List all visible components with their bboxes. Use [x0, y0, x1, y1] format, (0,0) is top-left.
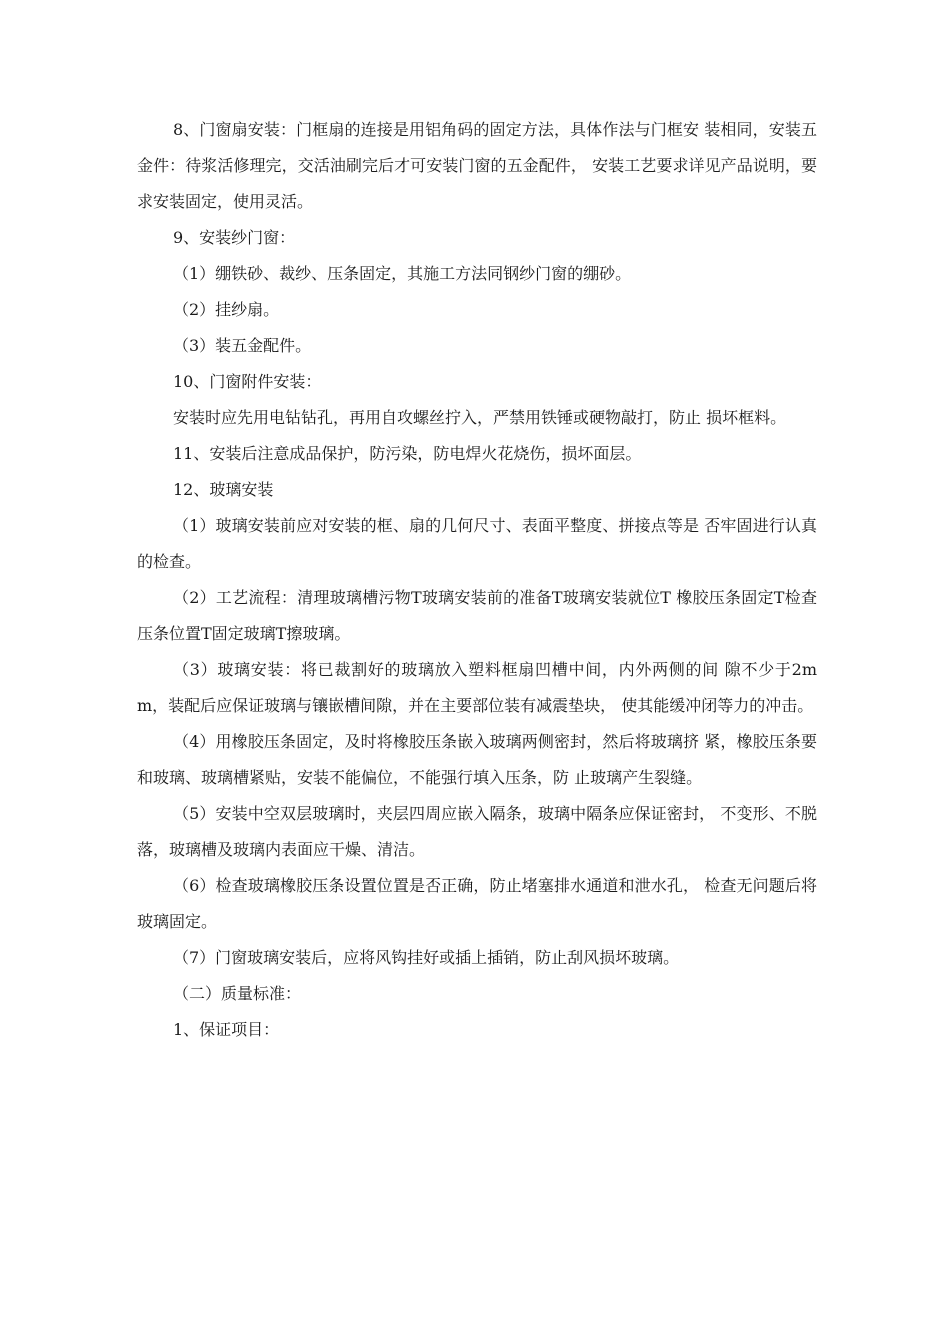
paragraph-12-item-1: （1）玻璃安装前应对安装的框、扇的几何尺寸、表面平整度、拼接点等是 否牢固进行认真的检查。: [137, 516, 817, 571]
paragraph-guarantee-items: 1、保证项目：: [173, 1020, 280, 1039]
paragraph-12-glass-installation: 12、玻璃安装: [173, 480, 274, 499]
paragraph-12-item-6: （6）检查玻璃橡胶压条设置位置是否正确，防止堵塞排水通道和泄水孔， 检查无问题后将玻璃固定。: [137, 876, 817, 931]
paragraph-12-item-5: （5）安装中空双层玻璃时，夹层四周应嵌入隔条，玻璃中隔条应保证密封， 不变形、不脱落，玻璃槽及玻璃内表面应干燥、清洁。: [137, 804, 817, 859]
document-body: [137, 112, 817, 1048]
paragraph-11-protection: 11、安装后注意成品保护，防污染，防电焊火花烧伤，损坏面层。: [173, 444, 642, 463]
paragraph-9-screen-installation: 9、安装纱门窗：: [173, 228, 296, 247]
paragraph-12-item-7: （7）门窗玻璃安装后，应将风钩挂好或插上插销，防止刮风损坏玻璃。: [173, 948, 680, 967]
paragraph-12-item-2: （2）工艺流程：清理玻璃槽污物T玻璃安装前的准备T玻璃安装就位T 橡胶压条固定T检查压条位置T固定玻璃T擦玻璃。: [137, 588, 817, 643]
paragraph-9-item-2: （2）挂纱扇。: [173, 300, 280, 319]
paragraph-10-accessories: 10、门窗附件安装：: [173, 372, 322, 391]
paragraph-8-sash-installation: 8、门窗扇安装：门框扇的连接是用铝角码的固定方法，具体作法与门框安 装相同，安装五金件：待浆活修理完，交活油刷完后才可安装门窗的五金配件， 安装工艺要求详见产品说明，要求安装固定，使用灵活。: [137, 120, 817, 211]
paragraph-10-body: 安装时应先用电钻钻孔，再用自攻螺丝拧入，严禁用铁锤或硬物敲打，防止 损坏框料。: [173, 408, 787, 427]
paragraph-12-item-4: （4）用橡胶压条固定，及时将橡胶压条嵌入玻璃两侧密封，然后将玻璃挤 紧，橡胶压条要和玻璃、玻璃槽紧贴，安装不能偏位，不能强行填入压条，防 止玻璃产生裂缝。: [137, 732, 817, 787]
paragraph-9-item-3: （3）装五金配件。: [173, 336, 312, 355]
paragraph-12-item-3: （3）玻璃安装：将已裁割好的玻璃放入塑料框扇凹槽中间，内外两侧的间 隙不少于2mm，装配后应保证玻璃与镶嵌槽间隙，并在主要部位装有减震垫块， 使其能缓冲闭等力的冲击。: [137, 660, 817, 715]
section-quality-standard: （二）质量标准：: [173, 984, 302, 1003]
paragraph-9-item-1: （1）绷铁砂、裁纱、压条固定，其施工方法同钢纱门窗的绷砂。: [173, 264, 632, 283]
